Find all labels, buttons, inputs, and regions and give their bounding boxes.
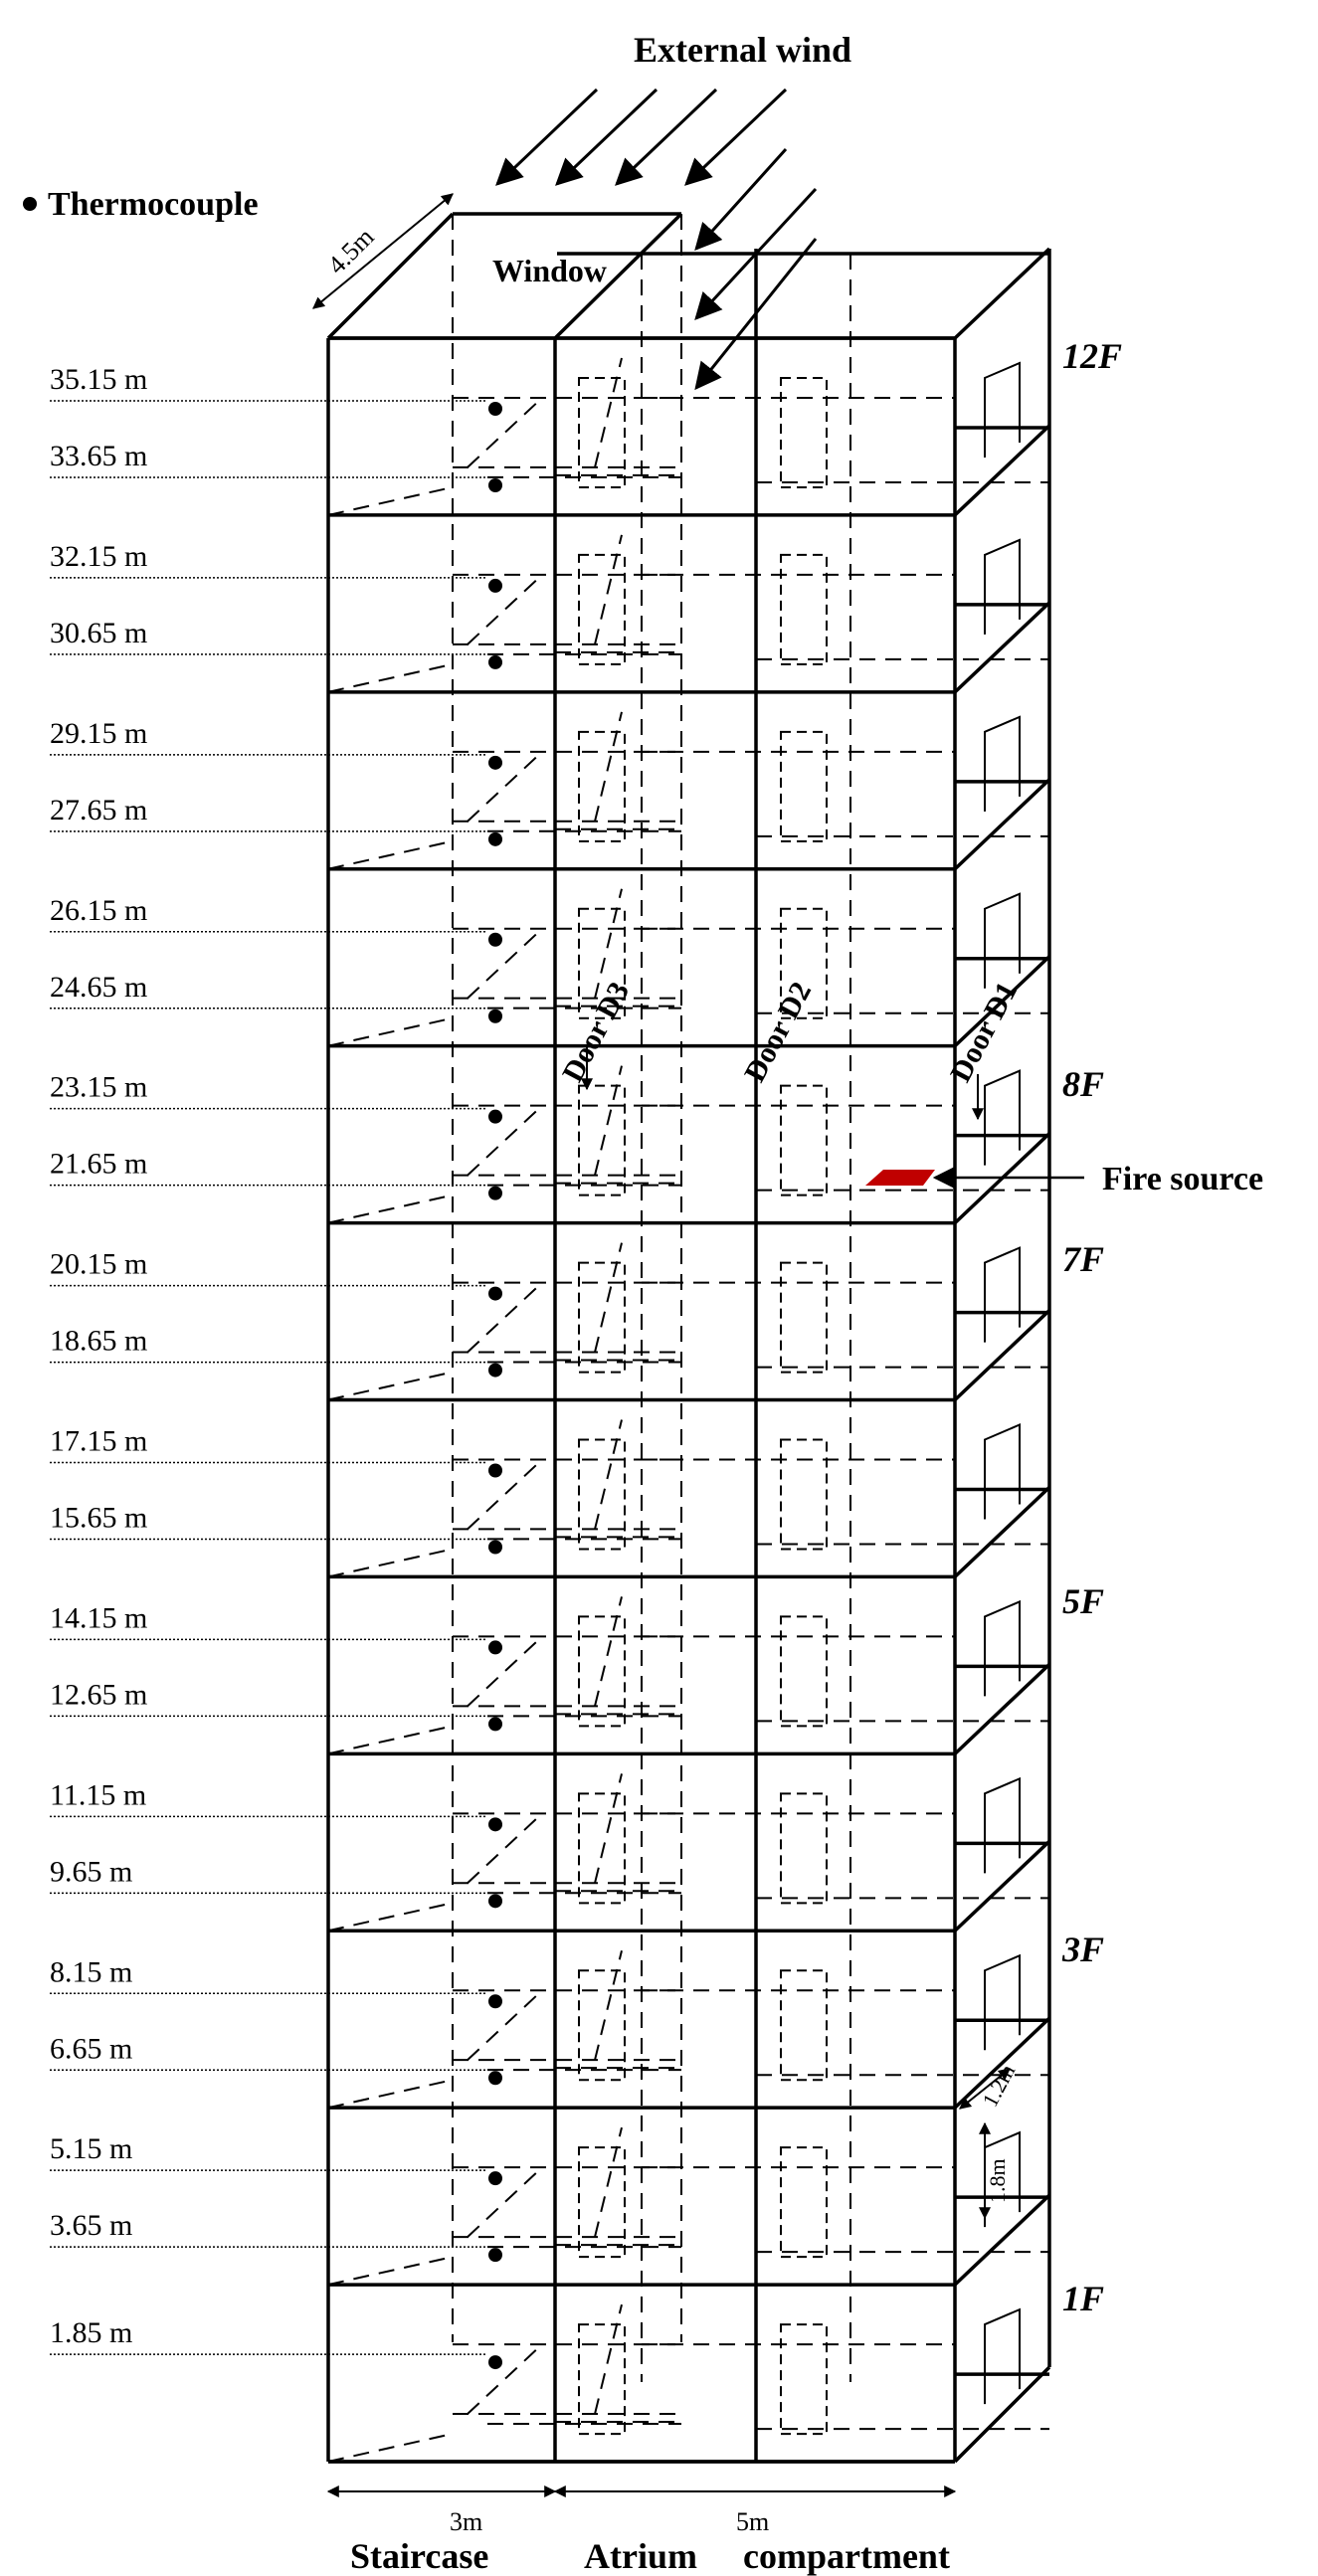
thermocouple-dot xyxy=(488,579,502,593)
hidden-edge xyxy=(328,487,453,515)
hidden-edge xyxy=(595,535,622,644)
compartment-label: compartment xyxy=(743,2536,950,2576)
door-d1-outline xyxy=(985,1955,1020,2050)
door-d1-outline xyxy=(985,1248,1020,1343)
floor-label-12f: 12F xyxy=(1062,336,1123,376)
staircase-width-label: 3m xyxy=(450,2507,483,2536)
door-d3-outline xyxy=(579,1616,625,1726)
thermocouple-dot xyxy=(488,1110,502,1124)
hidden-edge xyxy=(595,2127,622,2237)
door-d3-outline xyxy=(579,1440,625,1550)
hidden-edge xyxy=(468,1460,542,1530)
door-d2-outline xyxy=(781,378,827,487)
door-d1-label: Door D1 xyxy=(944,976,1025,1088)
hidden-edge xyxy=(328,1549,453,1576)
hidden-edge xyxy=(595,1066,622,1176)
door-d3-outline xyxy=(579,732,625,841)
hidden-edge xyxy=(468,929,542,999)
hidden-edge xyxy=(595,712,622,822)
frame-edge xyxy=(955,1841,1049,1931)
staircase-label: Staircase xyxy=(350,2536,489,2576)
door-d2-outline xyxy=(781,1793,827,1903)
hidden-edge xyxy=(468,2167,542,2237)
hidden-edge xyxy=(468,1283,542,1353)
height-labels xyxy=(50,363,147,2349)
fire-source-label: Fire source xyxy=(1102,1161,1264,1197)
thermocouple-dot xyxy=(488,933,502,947)
hidden-edge xyxy=(468,575,542,644)
fire-source-marker xyxy=(865,1170,935,1186)
door-d1-outline xyxy=(985,1071,1020,1166)
door-d2-outline xyxy=(781,555,827,664)
height-label: 12.65 m xyxy=(50,1678,148,1712)
height-label: 15.65 m xyxy=(50,1501,148,1535)
floor-label-3f: 3F xyxy=(1062,1930,1105,1969)
hidden-edge xyxy=(328,2434,453,2462)
frame-edge xyxy=(955,1487,1049,1576)
door-d3-outline xyxy=(579,1793,625,1903)
frame-edge xyxy=(955,2195,1049,2285)
atrium-label: Atrium xyxy=(584,2536,697,2576)
thermocouple-dot xyxy=(488,1287,502,1301)
thermocouple-dot xyxy=(488,1364,502,1378)
door-d1-outline xyxy=(985,540,1020,635)
height-label: 17.15 m xyxy=(50,1424,148,1458)
height-label: 26.15 m xyxy=(50,893,148,927)
door-d2-outline xyxy=(781,732,827,841)
atrium-width-label: 5m xyxy=(736,2507,770,2536)
door-d2-label: Door D2 xyxy=(738,976,819,1088)
hidden-edge xyxy=(328,664,453,692)
thermocouple-dot xyxy=(488,1894,502,1908)
height-label: 1.85 m xyxy=(50,2316,133,2350)
hidden-edge xyxy=(328,1373,453,1400)
frame-edge xyxy=(955,1311,1049,1400)
frame-edge xyxy=(955,603,1049,692)
door-d2-outline xyxy=(781,1086,827,1196)
hidden-edge xyxy=(328,1726,453,1753)
height-label: 21.65 m xyxy=(50,1147,148,1181)
door-d3-outline xyxy=(579,1970,625,2080)
door-d1-outline xyxy=(985,717,1020,812)
thermocouple-dot xyxy=(488,832,502,846)
door-d3-label: Door D3 xyxy=(556,976,637,1088)
height-label: 3.65 m xyxy=(50,2209,133,2243)
thermocouple-dot xyxy=(488,1010,502,1023)
legend-thermocouple-label: Thermocouple xyxy=(48,186,259,223)
door-d3-outline xyxy=(579,2147,625,2257)
hidden-edge xyxy=(595,358,622,467)
floor-label-5f: 5F xyxy=(1062,1581,1105,1621)
door-d1-outline xyxy=(985,363,1020,458)
hidden-edge xyxy=(595,1950,622,2060)
floor-label-8f: 8F xyxy=(1062,1064,1105,1104)
hidden-edge xyxy=(328,1903,453,1931)
hidden-edge xyxy=(595,1420,622,1530)
door-d2-outline xyxy=(781,1440,827,1550)
hidden-edge xyxy=(595,1596,622,1706)
depth-dimension-label: 4.5m xyxy=(321,222,380,280)
hidden-edge xyxy=(595,2304,622,2414)
hidden-edge xyxy=(328,841,453,869)
floor-label-7f: 7F xyxy=(1062,1239,1105,1279)
floor-label-1f: 1F xyxy=(1062,2279,1105,2318)
thermocouple-dot xyxy=(488,2171,502,2185)
height-label: 18.65 m xyxy=(50,1324,148,1358)
thermocouple-points xyxy=(488,402,502,2369)
height-label: 35.15 m xyxy=(50,363,148,396)
hidden-edge xyxy=(468,2344,542,2414)
wind-arrow xyxy=(497,90,597,184)
hidden-edge xyxy=(468,1813,542,1883)
thermocouple-dot xyxy=(488,2355,502,2369)
hidden-edge xyxy=(468,1106,542,1176)
hidden-edge xyxy=(328,2080,453,2108)
hidden-edge xyxy=(595,1243,622,1353)
hidden-edge xyxy=(328,1018,453,1046)
wind-arrow xyxy=(557,90,657,184)
frame-edge xyxy=(955,1664,1049,1753)
height-label: 14.15 m xyxy=(50,1601,148,1635)
hidden-edge xyxy=(468,1990,542,2060)
height-label: 20.15 m xyxy=(50,1247,148,1281)
door-d3-outline xyxy=(579,555,625,664)
hidden-edges xyxy=(328,214,1049,2462)
door-d2-outline xyxy=(781,1970,827,2080)
height-label: 33.65 m xyxy=(50,440,148,472)
door-d2-outline xyxy=(781,1616,827,1726)
frame-edge xyxy=(328,214,453,338)
door-d3-outline xyxy=(579,2324,625,2434)
door-d1-outline xyxy=(985,1778,1020,1873)
window-label: Window xyxy=(492,253,608,288)
frame-edge xyxy=(955,780,1049,869)
thermocouple-dot xyxy=(488,655,502,669)
thermocouple-dot xyxy=(488,402,502,416)
thermocouple-dot xyxy=(488,1817,502,1831)
door-d1-outline xyxy=(985,2309,1020,2404)
title-external-wind: External wind xyxy=(634,30,852,70)
height-label: 9.65 m xyxy=(50,1855,133,1889)
door-d2-outline xyxy=(781,2324,827,2434)
hidden-edge xyxy=(595,1773,622,1883)
thermocouple-dot xyxy=(488,2071,502,2085)
door-d3-outline xyxy=(579,1263,625,1373)
frame-edge xyxy=(955,426,1049,515)
hidden-edge xyxy=(468,1636,542,1706)
height-label: 6.65 m xyxy=(50,2032,133,2066)
hidden-edge xyxy=(328,1196,453,1223)
door-height-label: 1.8m xyxy=(985,2158,1010,2203)
thermocouple-dot xyxy=(488,2248,502,2262)
frame-edge xyxy=(955,2367,1049,2462)
thermocouple-dot xyxy=(488,1994,502,2008)
height-label: 8.15 m xyxy=(50,1955,133,1989)
height-label: 24.65 m xyxy=(50,970,148,1004)
thermocouple-dot xyxy=(488,1464,502,1478)
door-d1-outline xyxy=(985,1425,1020,1520)
legend-thermocouple-dot xyxy=(23,197,37,211)
height-label: 27.65 m xyxy=(50,793,148,827)
thermocouple-dot xyxy=(488,1717,502,1731)
thermocouple-dot xyxy=(488,1640,502,1654)
thermocouple-dot xyxy=(488,1541,502,1555)
door-d3-outline xyxy=(579,378,625,487)
height-label: 23.15 m xyxy=(50,1070,148,1104)
hidden-edge xyxy=(468,752,542,822)
door-d3-outline xyxy=(579,1086,625,1196)
frame-edge xyxy=(955,249,1049,338)
door-d1-outline xyxy=(985,894,1020,989)
door-d2-outline xyxy=(781,2147,827,2257)
thermocouple-dot xyxy=(488,756,502,770)
height-label: 30.65 m xyxy=(50,616,148,649)
height-label: 29.15 m xyxy=(50,716,148,750)
door-width-label: 1.2m xyxy=(977,2060,1021,2112)
height-label: 32.15 m xyxy=(50,539,148,573)
height-label: 11.15 m xyxy=(50,1778,147,1812)
thermocouple-dot xyxy=(488,478,502,492)
door-d1-outline xyxy=(985,1601,1020,1696)
door-d2-outline xyxy=(781,1263,827,1373)
hidden-edge xyxy=(328,2257,453,2285)
thermocouple-dot xyxy=(488,1187,502,1200)
height-label: 5.15 m xyxy=(50,2132,133,2166)
hidden-edge xyxy=(468,398,542,467)
